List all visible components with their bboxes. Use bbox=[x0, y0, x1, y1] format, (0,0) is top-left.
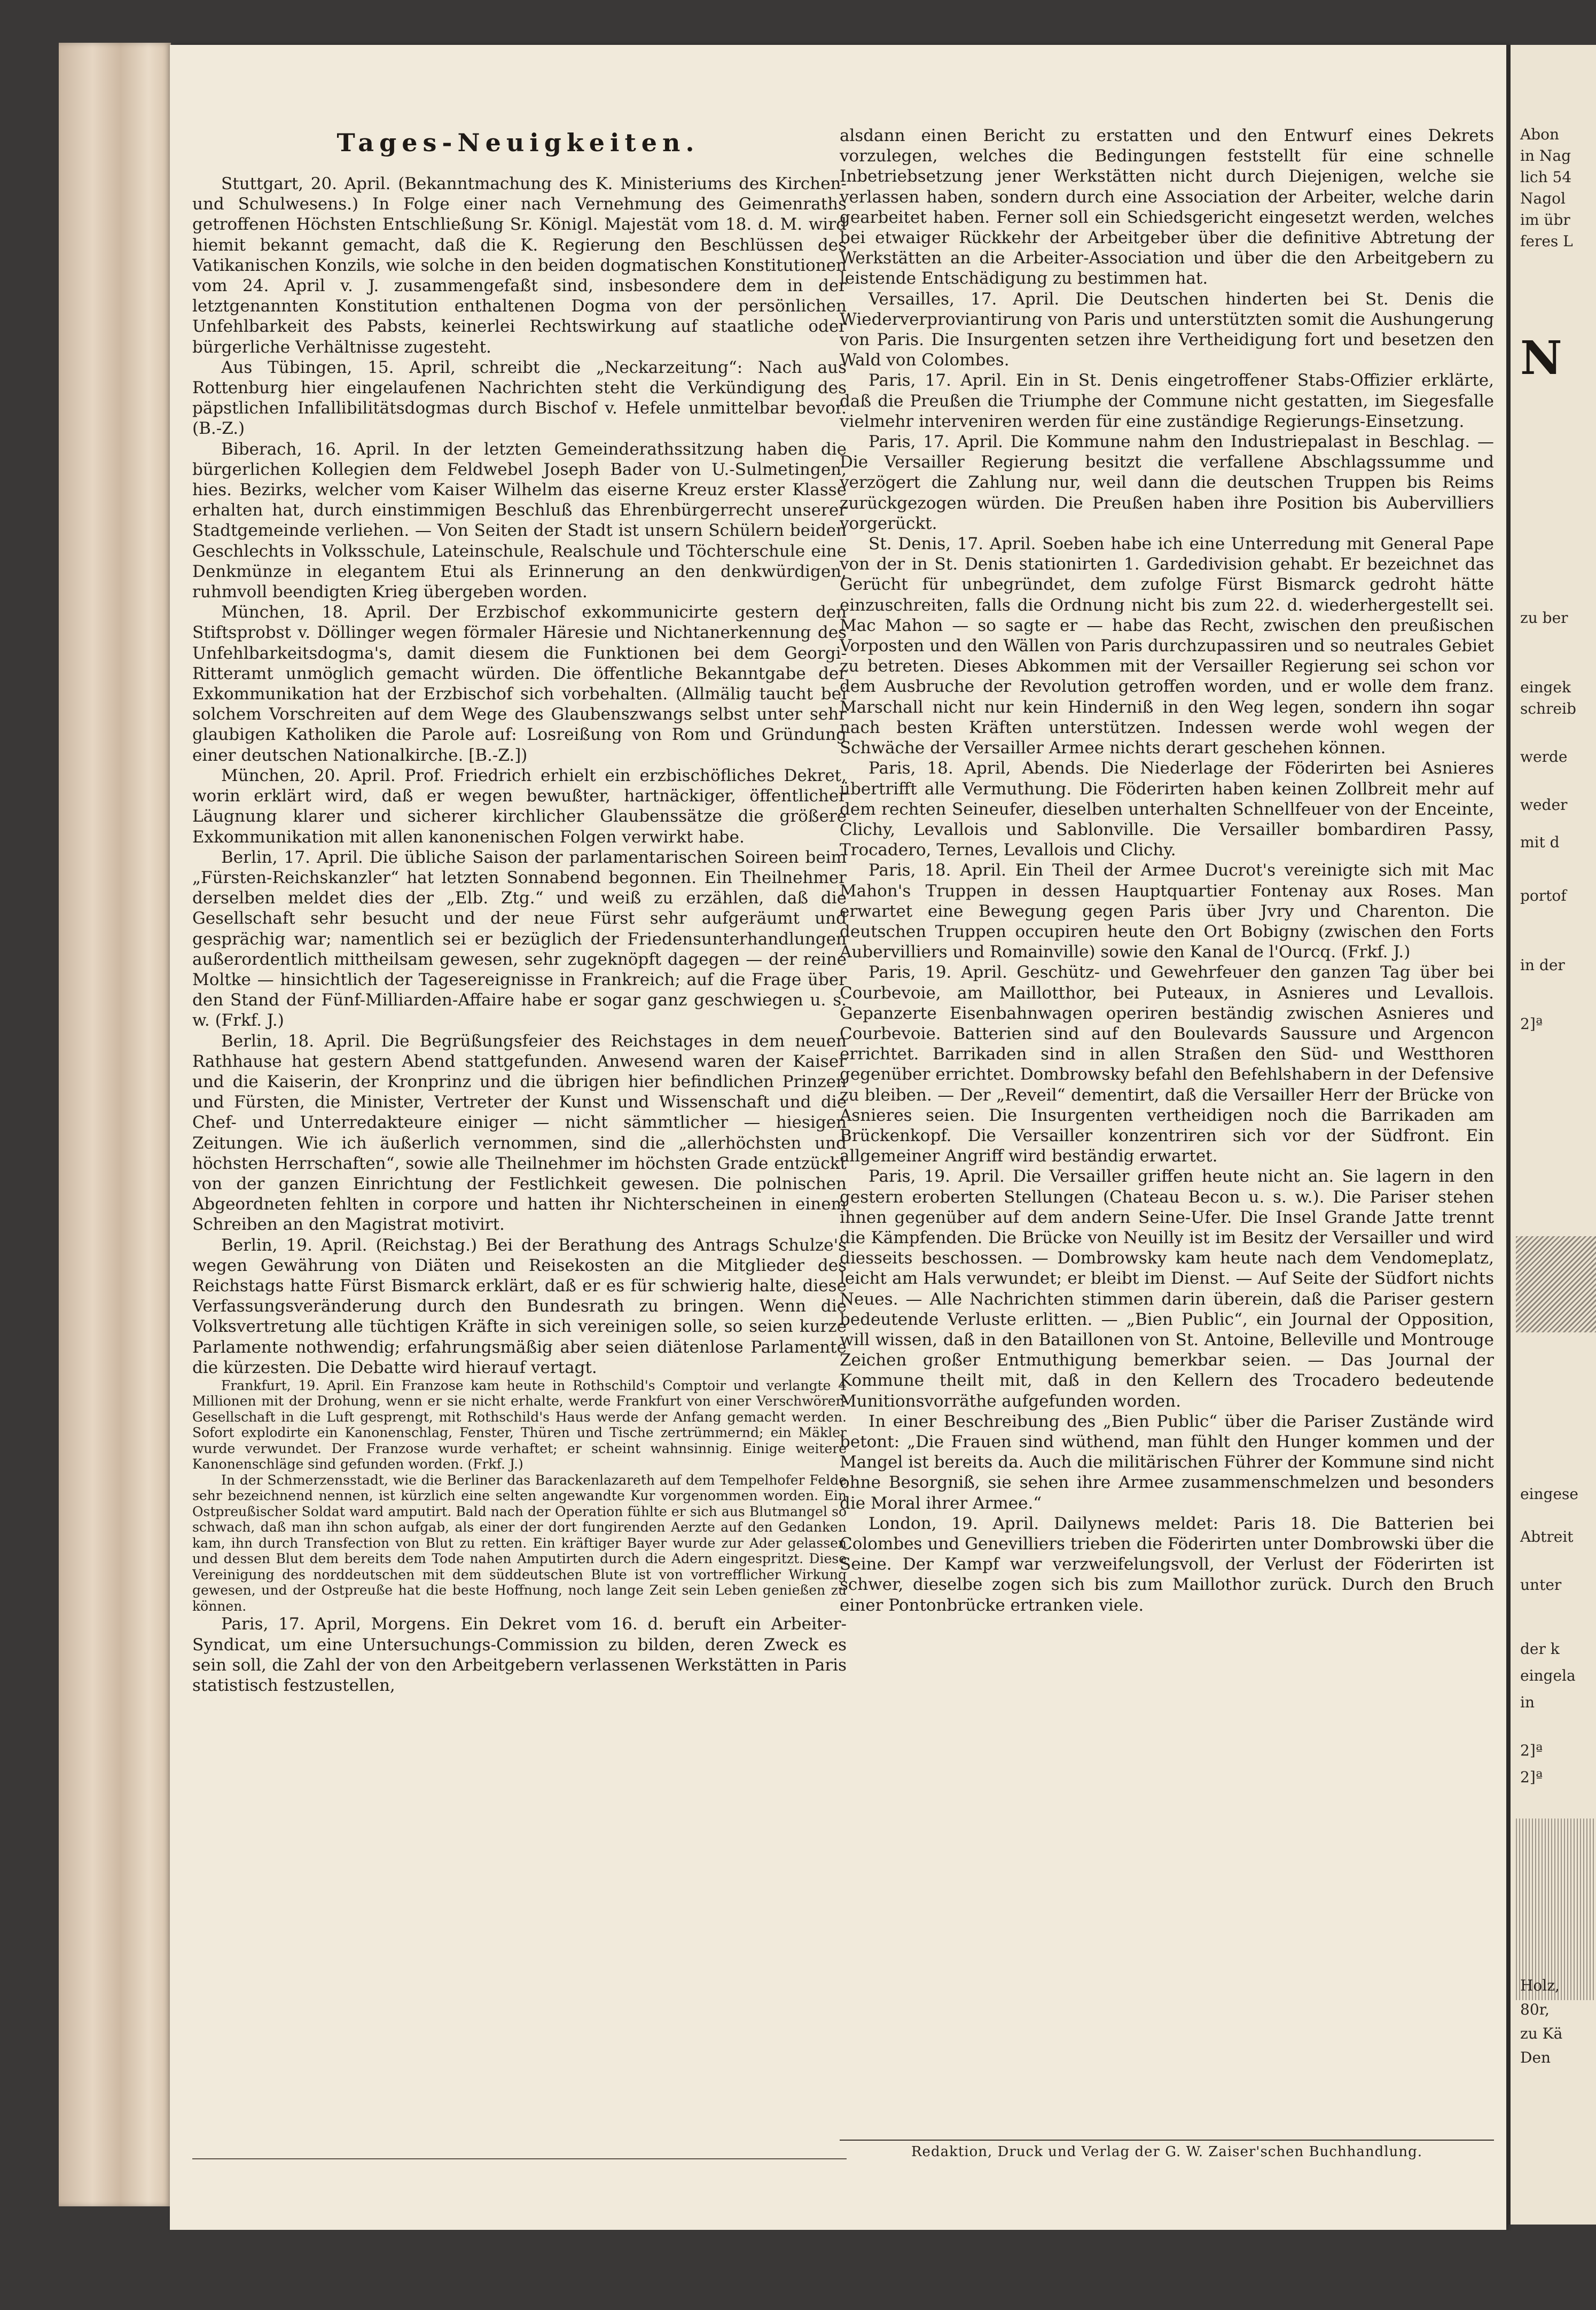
article-paragraph: Berlin, 18. April. Die Begrüßungsfeier des Reichstages in dem neuen Rathhause hat gestern Abend stattgefunden. Anwesend waren der Kaiser und die Kaiserin, der Kronprinz und die übrigen hier befindlichen Prinzen und Fürsten, die Minister, Vertreter der Kunst und Wissenschaft und die Chef- und Unterredakteure einiger — nicht sämmtlicher — hiesigen Zeitungen. Wie ich äußerlich vernommen, sind die „allerhöchsten und höchsten Herrschaften“, sowie alle Theilnehmer im höchsten Grade entzückt von der ganzen Einrichtung der Festlichkeit gewesen. Die polnischen Abgeordneten fehlten in corpore und hatten ihr Nichterscheinen in einem Schreiben an den Magistrat motivirt. bbox=[192, 1031, 847, 1235]
next-page-fragment: in bbox=[1520, 1694, 1535, 1711]
next-page-fragment: weder bbox=[1520, 796, 1568, 814]
footer-rule bbox=[840, 2140, 1494, 2141]
next-page-fragment: eingela bbox=[1520, 1667, 1576, 1684]
next-page-fragment: eingese bbox=[1520, 1485, 1578, 1503]
next-page-fragment: in Nag bbox=[1520, 147, 1571, 165]
left-column-articles bbox=[192, 174, 847, 1696]
scan-bottom-margin bbox=[170, 2230, 1596, 2310]
next-page-fragment: werde bbox=[1520, 748, 1568, 766]
article-paragraph: München, 18. April. Der Erzbischof exkommunicirte gestern den Stiftsprobst v. Döllinger wegen förmaler Häresie und Nichtanerkennung des Unfehlbarkeitsdogma's, damit diesem die Funktionen bei dem Georgi-Ritteramt unmöglich gemacht würden. Die öffentliche Bekanntgabe der Exkommunikation hat der Erzbischof sich vorbehalten. (Allmälig taucht bei solchem Vorschreiten auf dem Wege des Glaubenszwangs selbst unter sehr glaubigen Katholiken die Parole auf: Losreißung von Rom und Gründung einer deutschen Nationalkirche. [B.-Z.]) bbox=[192, 603, 847, 765]
article-paragraph: Stuttgart, 20. April. (Bekanntmachung des K. Ministeriums des Kirchen- und Schulwesens.) In Folge einer nach Vernehmung des Geimenraths getroffenen Höchsten Entschließung Sr. Königl. Majestät vom 18. d. M. wird hiemit bekannt gemacht, daß die K. Regierung den Beschlüssen des Vatikanischen Konzils, wie solche in den beiden dogmatischen Konstitutionen vom 24. April v. J. zusammengefaßt sind, insbesondere dem in der letztgenannten Konstitution enthaltenen Dogma von der persönlichen Unfehlbarkeit des Pabsts, keinerlei Rechtswirkung auf staatliche oder bürgerliche Verhältnisse zugesteht. bbox=[192, 174, 847, 357]
next-page-fragment: eingek bbox=[1520, 678, 1571, 696]
next-page-vignette bbox=[1516, 1819, 1596, 2000]
next-page-fragment: schreib bbox=[1520, 700, 1576, 717]
article-paragraph: Berlin, 17. April. Die übliche Saison der parlamentarischen Soireen beim „Fürsten-Reichskanzler“ hat letzten Sonnabend begonnen. Ein Theilnehmer derselben meldet dies der „Elb. Ztg.“ und weiß zu erzählen, daß die Gesellschaft sehr besucht und der neue Fürst sehr aufgeräumt und gesprächig war; namentlich sei er bezüglich der Friedensunterhandlungen außerordentlich mittheilsam gewesen, sehr zugeknöpft dagegen — der reine Moltke — hinsichtlich der Tagesereignisse in Frankreich; auf die Frage über den Stand der Fünf-Milliarden-Affaire habe er sogar ganz geschwiegen u. s. w. (Frkf. J.) bbox=[192, 847, 847, 1031]
article-paragraph: Paris, 19. April. Die Versailler griffen heute nicht an. Sie lagern in den gestern eroberten Stellungen (Chateau Becon u. s. w.). Die Pariser stehen ihnen gegenüber auf dem andern Seine-Ufer. Die Insel Grande Jatte trennt die Kämpfenden. Die Brücke von Neuilly ist im Besitz der Versailler und wird diesseits beschossen. — Dombrowsky kam heute nach dem Vendomeplatz, leicht am Hals verwundet; er bleibt im Dienst. — Auf Seite der Südfort nichts Neues. — Alle Nachrichten stimmen darin überein, daß die Pariser gestern bedeutende Verluste erlitten. — „Bien Public“, ein Journal der Opposition, will wissen, daß in den Bataillonen von St. Antoine, Belleville und Montrouge Zeichen großer Entmuthigung bemerkbar seien. — Das Journal der Kommune theilt mit, daß in den Kellern des Trocadero bedeutende Munitionsvorräthe aufgefunden worden. bbox=[840, 1167, 1494, 1411]
next-page-fragment: 80r, bbox=[1520, 2001, 1550, 2018]
book-page-edges bbox=[59, 43, 171, 2206]
next-page-strip bbox=[1507, 45, 1596, 2225]
article-paragraph: Paris, 19. April. Geschütz- und Gewehrfeuer den ganzen Tag über bei Courbevoie, am Maillotthor, bei Puteaux, in Asnieres und Levallois. Gepanzerte Eisenbahnwagen operiren beständig zwischen Asnieres und Courbevoie. Batterien sind auf den Boulevards Saussure und Argencon errichtet. Barrikaden sind in allen Straßen den Süd- und Westthoren gegenüber errichtet. Dombrowsky befahl den Befehlshabern in der Defensive zu bleiben. — Der „Reveil“ dementirt, daß die Versailler Herr der Brücke von Asnieres seien. Die Insurgenten vertheidigen noch die Barrikaden am Brückenkopf. Die Versailler konzentriren sich vor der Südfront. Ein allgemeiner Angriff wird beständig erwartet. bbox=[840, 963, 1494, 1166]
next-page-fragment: 2]ª bbox=[1520, 1015, 1543, 1033]
article-paragraph: London, 19. April. Dailynews meldet: Paris 18. Die Batterien bei Colombes und Genevilliers trieben die Föderirten unter Dombrowski über die Seine. Der Kampf war verzweifelungsvoll, der Verlust der Föderirten ist schwer, dieselbe zogen sich bis zum Maillothor zurück. Durch den Bruch einer Pontonbrücke ertranken viele. bbox=[840, 1513, 1494, 1615]
article-paragraph: Biberach, 16. April. In der letzten Gemeinderathssitzung haben die bürgerlichen Kollegien dem Feldwebel Joseph Bader von U.-Sulmetingen, hies. Bezirks, welcher vom Kaiser Wilhelm das eiserne Kreuz erster Klasse erhalten hat, durch einstimmigen Beschluß das Ehrenbürgerrecht unserer Stadtgemeinde verliehen. — Von Seiten der Stadt ist unsern Schülern beiden Geschlechts in Volksschule, Lateinschule, Realschule und Töchterschule eine Denkmünze in elegantem Etui als Erinnerung an den denkwürdigen, ruhmvoll beendigten Krieg übergeben worden. bbox=[192, 439, 847, 602]
article-paragraph: Paris, 18. April, Abends. Die Niederlage der Föderirten bei Asnieres übertrifft alle Vermuthung. Die Föderirten haben keinen Zollbreit mehr auf dem rechten Seineufer, dieselben unterhalten Schnellfeuer von der Enceinte, Clichy, Levallois und Sablonville. Die Versailler bombardiren Passy, Trocadero, Ternes, Levallois und Clichy. bbox=[840, 759, 1494, 860]
next-page-fragment: zu Kä bbox=[1520, 2025, 1563, 2042]
article-paragraph: München, 20. April. Prof. Friedrich erhielt ein erzbischöfliches Dekret, worin erklärt wird, daß er wegen bewußter, hartnäckiger, öffentlicher Läugnung klarer und sicherer kirchlicher Glaubenssätze die größere Exkommunikation mit allen kanonenischen Folgen verwirkt habe. bbox=[192, 766, 847, 847]
article-paragraph: St. Denis, 17. April. Soeben habe ich eine Unterredung mit General Pape von der in St. Denis stationirten 1. Gardedivision gehabt. Er bezeichnet das Gerücht für unbegründet, dem zufolge Fürst Bismarck gedroht hätte einzuschreiten, falls die Ordnung nicht bis zum 22. d. wiederhergestellt sei. Mac Mahon — so sagte er — habe das Recht, zwischen den preußischen Vorposten und den Wällen von Paris durchzupassiren und so neutrales Gebiet zu betreten. Dieses Abkommen mit der Versailler Regierung sei schon vor dem Ausbruche der Revolution getroffen worden, und er wolle dem franz. Marschall nicht nur kein Hinderniß in den Weg legen, sondern ihn sogar nach besten Kräften unterstützen. Indessen werde wohl wegen der Schwäche der Versailler Armee nichts derart geschehen können. bbox=[840, 534, 1494, 758]
next-page-fragment: Abon bbox=[1520, 126, 1560, 143]
next-page-fragment: im übr bbox=[1520, 211, 1570, 229]
next-page-fragment: unter bbox=[1520, 1576, 1562, 1594]
next-page-fragment: zu ber bbox=[1520, 609, 1568, 627]
next-page-fragment: feres L bbox=[1520, 232, 1573, 250]
article-paragraph: alsdann einen Bericht zu erstatten und den Entwurf eines Dekrets vorzulegen, welches die Bedingungen feststellt für eine schnelle Inbetriebsetzung jener Werkstätten nicht durch Diejenigen, welche sie verlassen haben, sondern durch eine Association der Arbeiter, welche darin gearbeitet haben. Ferner soll ein Schiedsgericht eingesetzt werden, welches bei etwaiger Rückkehr der Arbeitgeber über die definitive Abtretung der Werkstätten an die Arbeiter-Association und über die den Arbeitgebern zu leistende Entschädigung zu bestimmen hat. bbox=[840, 126, 1494, 288]
next-page-fragment: portof bbox=[1520, 887, 1567, 904]
article-paragraph: Paris, 17. April, Morgens. Ein Dekret vom 16. d. beruft ein Arbeiter-Syndicat, um eine Untersuchungs-Commission zu bilden, deren Zweck es sein soll, die Zahl der von den Arbeitgebern verlassenen Werkstätten in Paris statistisch festzustellen, bbox=[192, 1614, 847, 1696]
right-column-articles bbox=[840, 126, 1494, 1616]
next-page-fragment: Abtreit bbox=[1520, 1528, 1574, 1546]
article-paragraph: Frankfurt, 19. April. Ein Franzose kam heute in Rothschild's Comptoir und verlangte 4 Millionen mit der Drohung, wenn er sie nicht erhalte, werde Frankfurt von einer Verschwörer-Gesellschaft in die Luft gesprengt, mit Rothschild's Haus werde der Anfang gemacht werden. Sofort explodirte ein Kanonenschlag, Fenster, Thüren und Tische zertrümmernd; ein Mäkler wurde verwundet. Der Franzose wurde verhaftet; er scheint wahnsinnig. Einige weitere Kanonenschläge sind gefunden worden. (Frkf. J.) bbox=[192, 1377, 847, 1472]
next-page-fragment: Holz, bbox=[1520, 1977, 1560, 1994]
section-masthead: Tages-Neuigkeiten. bbox=[337, 128, 700, 157]
next-page-fragment: Den bbox=[1520, 2049, 1551, 2066]
article-paragraph: Paris, 18. April. Ein Theil der Armee Ducrot's vereinigte sich mit Mac Mahon's Truppen in dessen Hauptquartier Fontenay aux Roses. Man erwartet eine Bewegung gegen Paris über Jvry und Charenton. Die deutschen Truppen occupiren heute den Ort Bobigny (zwischen den Forts Aubervilliers und Romainville) sowie den Kanal de l'Ourcq. (Frkf. J.) bbox=[840, 861, 1494, 962]
article-paragraph: In der Schmerzensstadt, wie die Berliner das Barackenlazareth auf dem Tempelhofer Felde sehr bezeichnend nennen, ist kürzlich eine selten angewandte Kur vorgenommen worden. Ein Ostpreußischer Soldat ward amputirt. Bald nach der Operation fühlte er sich aus Blutmangel so schwach, daß man ihn schon aufgab, als einer der dort fungirenden Aerzte auf den Gedanken kam, ihn durch Transfection von Blut zu retten. Ein kräftiger Bayer wurde zur Ader gelassen und dessen Blut dem bereits dem Tode nahen Amputirten durch die Adern eingespritzt. Diese Vereinigung des norddeutschen mit dem süddeutschen Blute ist von vortrefflicher Wirkung gewesen, und der Ostpreuße hat die beste Hoffnung, noch lange Zeit sein Leben genießen zu können. bbox=[192, 1472, 847, 1614]
article-paragraph: Berlin, 19. April. (Reichstag.) Bei der Berathung des Antrags Schulze's wegen Gewährung von Diäten und Reisekosten an die Mitglieder des Reichstags hatte Fürst Bismarck erklärt, daß er es für schwierig halte, diese Verfassungsveränderung durch den Bundesrath zu bringen. Wenn die Volksvertretung alle tüchtigen Kräfte in sich vereinigen solle, so seien kurze Parlamente nothwendig; erfahrungsmäßig aber seien diätenlose Parlamente die kürzesten. Die Debatte wird hierauf vertagt. bbox=[192, 1235, 847, 1377]
article-paragraph: Paris, 17. April. Die Kommune nahm den Industriepalast in Beschlag. — Die Versailler Regierung besitzt die verfallene Abschlagssumme und verzögert die Zahlung nur, weil dann die deutschen Truppen bis Reims zurückgezogen würden. Die Preußen haben ihre Position bis Aubervilliers vorgerückt. bbox=[840, 432, 1494, 533]
next-page-emblem bbox=[1516, 1236, 1596, 1332]
next-page-fragment: lich 54 bbox=[1520, 168, 1572, 186]
column-end-rule bbox=[192, 2158, 847, 2159]
next-page-fragment: 2]ª bbox=[1520, 1742, 1543, 1759]
article-paragraph: Paris, 17. April. Ein in St. Denis eingetroffener Stabs-Offizier erklärte, daß die Preußen die Triumphe der Commune nicht gestatten, im Siegesfalle vielmehr interveniren werden für eine zuständige Regierungs-Einsetzung. bbox=[840, 371, 1494, 431]
article-paragraph: Versailles, 17. April. Die Deutschen hinderten bei St. Denis die Wiederverproviantirung von Paris und unterstützten somit die Aushungerung von Paris. Die Insurgenten setzen ihre Vertheidigung fort und besetzen den Wald von Colombes. bbox=[840, 289, 1494, 370]
right-column bbox=[840, 126, 1494, 2185]
next-page-fragment: 2]ª bbox=[1520, 1768, 1543, 1786]
next-page-fragment: in der bbox=[1520, 956, 1565, 974]
next-page-fragment: N bbox=[1520, 331, 1562, 385]
article-paragraph: Aus Tübingen, 15. April, schreibt die „Neckarzeitung“: Nach aus Rottenburg hier eingelaufenen Nachrichten steht die Verkündigung des päpstlichen Infallibilitätsdogmas durch Bischof v. Hefele unmittelbar bevor. (B.-Z.) bbox=[192, 357, 847, 439]
left-column bbox=[192, 126, 847, 2185]
next-page-fragment: der k bbox=[1520, 1640, 1560, 1658]
next-page-fragment: mit d bbox=[1520, 833, 1560, 851]
publisher-imprint: Redaktion, Druck und Verlag der G. W. Zaiser'schen Buchhandlung. bbox=[911, 2144, 1423, 2160]
next-page-fragment: Nagol bbox=[1520, 190, 1566, 207]
article-paragraph: In einer Beschreibung des „Bien Public“ über die Pariser Zustände wird betont: „Die Frauen sind wüthend, man fühlt den Hunger kommen und der Mangel ist bereits da. Auch die militärischen Führer der Kommune sind nicht ohne Besorgniß, sie sehen ihre Armee zusammenschmelzen und besonders die Moral ihrer Armee.“ bbox=[840, 1411, 1494, 1513]
